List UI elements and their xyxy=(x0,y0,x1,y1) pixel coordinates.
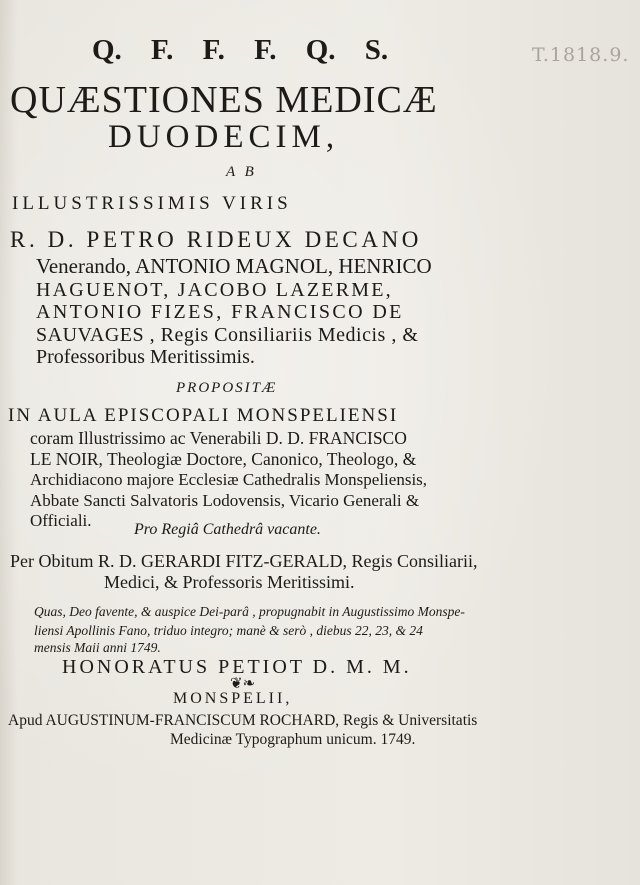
printer-ornament: ❦❧ xyxy=(230,676,256,692)
obitum-line-2: Medici, & Professoris Meritissimi. xyxy=(104,572,355,592)
title-line-2: DUODECIM, xyxy=(108,119,340,155)
professors-line-1: R. D. PETRO RIDEUX DECANO xyxy=(10,227,422,252)
illustrissimis-viris: ILLUSTRISSIMIS VIRIS xyxy=(12,193,292,214)
imprint-line-1: Apud AUGUSTINUM-FRANCISCUM ROCHARD, Regis & Universitatis xyxy=(8,712,478,729)
aula-line-3: LE NOIR, Theologiæ Doctore, Canonico, Theologo, & xyxy=(30,449,417,469)
imprint-line-2: Medicinæ Typographum unicum. 1749. xyxy=(170,731,416,748)
sede-vacante-line: Pro Regiâ Cathedrâ vacante. xyxy=(134,521,321,538)
professors-line-4: ANTONIO FIZES, FRANCISCO DE xyxy=(36,301,404,323)
title-line-1: QUÆSTIONES MEDICÆ xyxy=(10,79,438,121)
aula-line-5: Abbate Sancti Salvatoris Lodovensis, Vicario Generali & xyxy=(30,491,420,510)
defense-line-1: Quas, Deo favente, & auspice Dei-parâ , propugnabit in Augustissimo Monspe- xyxy=(34,604,465,619)
defense-line-2: liensi Apollinis Fano, triduo integro; manè & serò , diebus 22, 23, & 24 xyxy=(34,623,423,638)
ab-line: A B xyxy=(226,164,257,180)
imprint-city: MONSPELII, xyxy=(173,690,293,707)
candidate-name: HONORATUS PETIOT D. M. M. xyxy=(62,656,412,678)
aula-line-4: Archidiacono majore Ecclesiæ Cathedralis Monspeliensis, xyxy=(30,470,428,489)
obitum-line-1: Per Obitum R. D. GERARDI FITZ-GERALD, Regis Consiliarii, xyxy=(10,551,478,571)
aula-line-6: Officiali. xyxy=(30,511,92,530)
dedication-initials: Q. F. F. F. Q. S. xyxy=(92,34,389,66)
aula-line-1: IN AULA EPISCOPALI MONSPELIENSI xyxy=(8,405,399,426)
professors-line-6: Professoribus Meritissimis. xyxy=(36,346,255,368)
professors-line-2: Venerando, ANTONIO MAGNOL, HENRICO xyxy=(36,254,432,278)
defense-line-3: mensis Maii anni 1749. xyxy=(34,640,161,655)
professors-line-3: HAGUENOT, JACOBO LAZERME, xyxy=(36,279,393,301)
propositae-heading: PROPOSITÆ xyxy=(176,380,278,396)
professors-line-5: SAUVAGES , Regis Consiliariis Medicis , & xyxy=(36,324,419,346)
aula-line-2: coram Illustrissimo ac Venerabili D. D. FRANCISCO xyxy=(30,428,407,448)
shelfmark-annotation: T.1818.9. xyxy=(532,44,630,66)
